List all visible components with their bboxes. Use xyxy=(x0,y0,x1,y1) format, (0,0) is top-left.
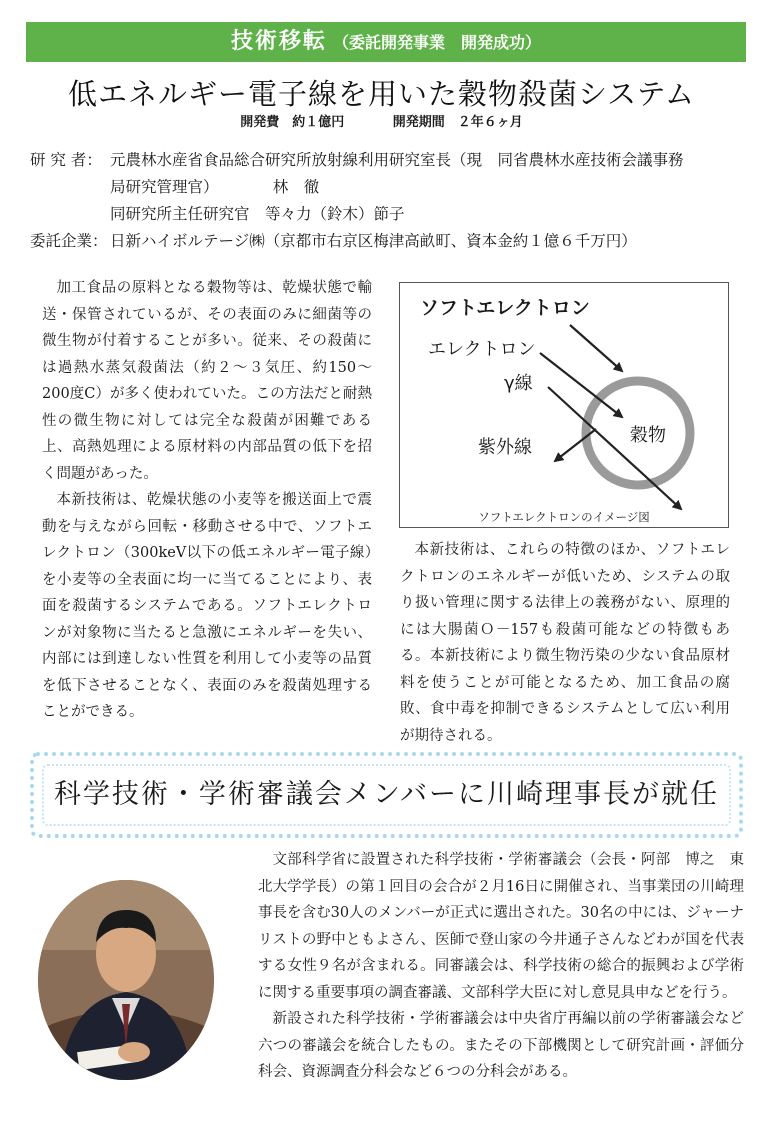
label-grain: 穀物 xyxy=(630,425,666,446)
label-gamma: γ線 xyxy=(504,373,533,394)
banner-subtitle: （委託開発事業 開発成功） xyxy=(333,33,542,52)
banner-title: 技術移転 xyxy=(230,29,327,54)
figure-soft-electron xyxy=(399,282,729,528)
soft-electron-arrow xyxy=(570,325,622,371)
portrait-photo xyxy=(38,880,214,1080)
paragraph: 本新技術は、これらの特徴のほか、ソフトエレクトロンのエネルギーが低いため、システムの取り扱い管理に関する法律上の義務がない、原理的には大腸菌Ｏ－157も殺菌可能などの特徴もある。本新技術により微生物汚染の少ない食品原材料を使うことが可能となるため、加工食品の腐敗、食中毒を抑制できるシステムとして広い利用が期待される。 xyxy=(400,542,730,744)
researcher-label: 研 究 者： xyxy=(30,151,102,169)
paragraph: 本新技術は、乾燥状態の小麦等を搬送面上で震動を与えながら回転・移動させる中で、ソフトエレクトロン（300keV以下の低エネルギー電子線）を小麦等の全表面に均一に当てることにより、表面を殺菌するシステムである。ソフトエレクトロンが対象物に当たると急激にエネルギーを失い、内部には到達しない性質を利用して小麦等の品質を低下させることなく、表面のみを殺菌処理することができる。 xyxy=(42,492,372,720)
figure-caption: ソフトエレクトロンのイメージ図 xyxy=(478,510,650,524)
figure-title: ソフトエレクトロン xyxy=(420,297,590,319)
researcher-line: 同研究所主任研究官 等々力（鈴木）節子 xyxy=(110,205,405,223)
article2-title: 科学技術・学術審議会メンバーに川崎理事長が就任 xyxy=(53,779,720,810)
article-title: 低エネルギー電子線を用いた穀物殺菌システム xyxy=(67,77,696,111)
credits xyxy=(30,147,750,255)
paragraph: 加工食品の原料となる穀物等は、乾燥状態で輸送・保管されているが、その表面のみに細菌等の微生物が付着することが多い。従来、その殺菌には過熱水蒸気殺菌法（約２～３気圧、約150～200度C）が多く使われていた。この方法だと耐熱性の微生物に対しては完全な殺菌が困難である上、高熱処理による原材料の内部品質の低下を招く問題があった。 xyxy=(42,280,372,482)
development-period: 開発期間 ２年６ヶ月 xyxy=(392,115,523,130)
development-cost: 開発費 約１億円 xyxy=(240,115,345,130)
paragraph: 新設された科学技術・学術審議会は中央省庁再編以前の学術審議会など六つの審議会を統合したもの。またその下部機関として研究計画・評価分科会、資源調査分科会など６つの分科会がある。 xyxy=(258,1011,744,1080)
gamma-arrow xyxy=(548,387,681,509)
paragraph: 文部科学省に設置された科学技術・学術審議会（会長・阿部 博之 東北大学学長）の第１回目の会合が２月16日に開催され、当事業団の川崎理事長を含む30人のメンバーが正式に選出された。30名の中には、ジャーナリストの野中ともよさん、医師で登山家の今井通子さんなどわが国を代表する女性９名が含まれる。同審議会は、科学技術の総合的振興および学術に関する重要事項の調査審議、文部科学大臣に対し意見具申などを行う。 xyxy=(258,852,744,1001)
left-column xyxy=(42,275,372,726)
label-electron: エレクトロン xyxy=(428,339,536,360)
researcher-line: 元農林水産省食品総合研究所放射線利用研究室長（現 同省農林水産技術会議事務 xyxy=(110,151,684,169)
label-uv: 紫外線 xyxy=(478,437,532,458)
company-info: 日新ハイボルテージ㈱（京都市右京区梅津高畝町、資本金約１億６千万円） xyxy=(110,232,637,250)
article2-body xyxy=(258,847,744,1086)
right-column xyxy=(400,537,730,749)
section-banner xyxy=(26,22,746,62)
researcher-line: 局研究管理官） 林 徹 xyxy=(110,178,320,196)
project-meta xyxy=(0,111,763,130)
company-label: 委託企業： xyxy=(30,232,108,250)
